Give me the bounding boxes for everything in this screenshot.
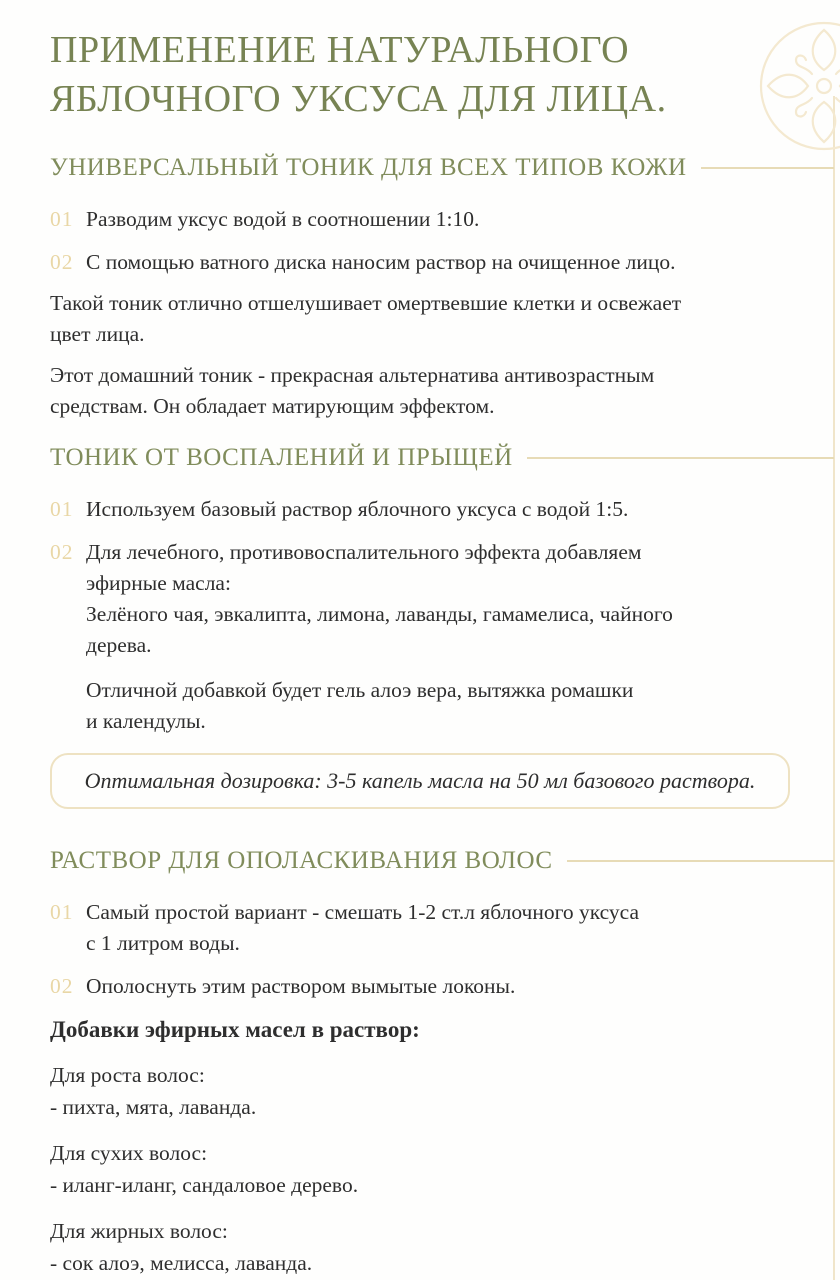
step-item xyxy=(50,897,790,959)
oil-group-items: - пихта, мята, лаванда. xyxy=(50,1095,257,1119)
oil-group-items: - иланг-иланг, сандаловое дерево. xyxy=(50,1173,359,1197)
oil-group-dry-hair xyxy=(50,1137,790,1201)
oil-group-label: Для сухих волос: xyxy=(50,1141,208,1165)
step-text xyxy=(86,971,790,1002)
section-divider-line xyxy=(527,457,834,459)
step-text xyxy=(86,204,790,235)
section-heading: РАСТВОР ДЛЯ ОПОЛАСКИВАНИЯ ВОЛОС xyxy=(50,847,553,874)
section-heading: ТОНИК ОТ ВОСПАЛЕНИЙ И ПРЫЩЕЙ xyxy=(50,444,513,471)
step-text-line: Самый простой вариант - смешать 1-2 ст.л яблочного уксуса xyxy=(86,900,640,924)
step-text-line: Для лечебного, противовоспалительного эффекта добавляем xyxy=(86,540,642,564)
step-text-line: С помощью ватного диска наносим раствор на очищенное лицо. xyxy=(86,250,676,274)
step-extra-text xyxy=(86,675,790,737)
step-text-line: Используем базовый раствор яблочного уксуса с водой 1:5. xyxy=(86,497,629,521)
dosage-note-text: Оптимальная дозировка: 3-5 капель масла на 50 мл базового раствора. xyxy=(84,768,756,793)
step-text xyxy=(86,494,790,525)
oil-group-label: Для жирных волос: xyxy=(50,1219,228,1243)
step-item xyxy=(50,247,790,278)
page-title xyxy=(50,26,790,124)
paragraph-line: цвет лица. xyxy=(50,322,145,346)
step-text-line: Разводим уксус водой в соотношении 1:10. xyxy=(86,207,480,231)
section-divider-line xyxy=(567,860,834,862)
additives-heading: Добавки эфирных масел в раствор: xyxy=(50,1017,420,1042)
step-number: 02 xyxy=(50,250,74,274)
step-text-line: Ополоснуть этим раствором вымытые локоны. xyxy=(86,974,516,998)
section-heading: УНИВЕРСАЛЬНЫЙ ТОНИК ДЛЯ ВСЕХ ТИПОВ КОЖИ xyxy=(50,154,687,181)
section-divider-line xyxy=(701,167,834,169)
step-text-line: Зелёного чая, эвкалипта, лимона, лаванды, гамамелиса, чайного xyxy=(86,602,673,626)
dosage-note-box xyxy=(50,753,790,809)
paragraph-line: Такой тоник отлично отшелушивает омертвевшие клетки и освежает xyxy=(50,291,682,315)
oil-group-oily-hair xyxy=(50,1215,790,1279)
step-number: 01 xyxy=(50,207,74,231)
step-item xyxy=(50,971,790,1002)
section-header-hair-rinse xyxy=(50,847,790,875)
step-text-line: дерева. xyxy=(86,633,152,657)
oil-group-label: Для роста волос: xyxy=(50,1063,205,1087)
step-text xyxy=(86,247,790,278)
paragraph xyxy=(50,288,790,350)
step-text-line: эфирные масла: xyxy=(86,571,231,595)
paragraph-line: средствам. Он обладает матирующим эффектом. xyxy=(50,394,495,418)
step-number: 02 xyxy=(50,540,74,564)
step-item xyxy=(50,494,790,525)
step-item xyxy=(50,537,790,737)
paragraph xyxy=(50,360,790,422)
section-header-universal-tonic xyxy=(50,154,790,182)
page-title-line1: ПРИМЕНЕНИЕ НАТУРАЛЬНОГО xyxy=(50,29,630,71)
oil-group-growth xyxy=(50,1059,790,1123)
paragraph-line: Этот домашний тоник - прекрасная альтернатива антивозрастным xyxy=(50,363,655,387)
step-text xyxy=(86,897,790,959)
step-text-line: и календулы. xyxy=(86,709,206,733)
page-title-line2: ЯБЛОЧНОГО УКСУСА ДЛЯ ЛИЦА. xyxy=(50,78,667,120)
step-text xyxy=(86,537,790,737)
step-number: 02 xyxy=(50,974,74,998)
step-text-line: с 1 литром воды. xyxy=(86,931,240,955)
step-number: 01 xyxy=(50,497,74,521)
step-item xyxy=(50,204,790,235)
section-header-anti-acne-tonic xyxy=(50,444,790,472)
oil-group-items: - сок алоэ, мелисса, лаванда. xyxy=(50,1251,313,1275)
step-number: 01 xyxy=(50,900,74,924)
step-text-line: Отличной добавкой будет гель алоэ вера, вытяжка ромашки xyxy=(86,678,634,702)
